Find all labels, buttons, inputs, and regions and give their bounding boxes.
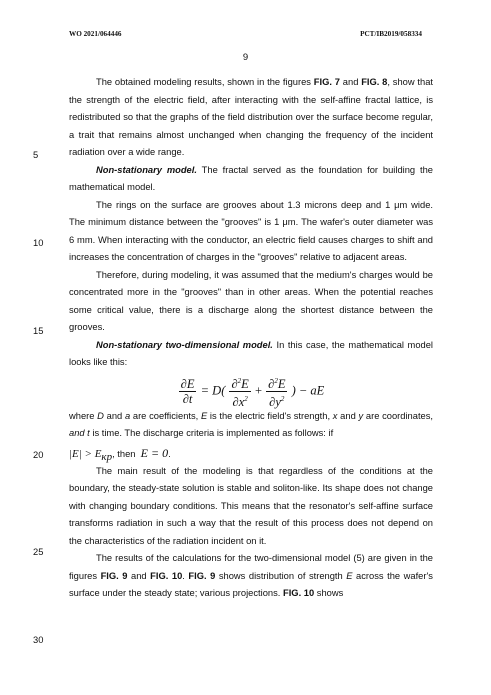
section-heading: Non-stationary two-dimensional model.	[96, 339, 273, 350]
paragraph: Therefore, during modeling, it was assumed that the medium's charges would be concentrated more in the "grooves" than in other areas. When the potential reaches some critical value, there is a discharge along the shortest distance between the grooves.	[69, 269, 433, 332]
discharge-condition: $|E| > E_{кр}$, then E = 0.	[69, 445, 171, 463]
application-number: PCT/IB2019/058334	[360, 30, 422, 38]
section-heading: Non-stationary model.	[96, 164, 197, 175]
paragraph: The results of the calculations for the two-dimensional model (5) are given in the figures FIG. 9 and FIG. 10. FIG. 9 shows distribution of strength E across the wafer's surface under the steady state; various projections. FIG. 10 shows	[69, 553, 433, 598]
figure-ref: FIG. 8	[361, 77, 388, 87]
paragraph: Non-stationary model. The fractal served as the foundation for building the mathematical model.	[69, 164, 433, 192]
publication-number: WO 2021/064446	[69, 30, 122, 38]
line-number: 10	[33, 238, 44, 248]
figure-ref: FIG. 7	[313, 77, 340, 87]
figure-ref: FIG. 9	[188, 570, 216, 581]
paragraph: The obtained modeling results, shown in the figures FIG. 7 and FIG. 8, show that the strength of the electric field, after interacting with the self-affine fractal lattice, is redistributed so that the graphs of the field distribution over the surface become regular, a trait that remains almost unchanged when changing the frequency of the incident radiation over a wide range.	[69, 77, 434, 157]
document-body	[69, 74, 433, 603]
line-number: 15	[33, 326, 44, 336]
paragraph: where D and a are coefficients, E is the electric field's strength, x and y are coordinates, and t is time. The discharge criteria is implemented as follows: if	[69, 410, 434, 438]
paragraph: The main result of the modeling is that regardless of the conditions at the boundary, the steady-state solution is stable and soliton-like. Its shape does not change with changing boundary conditions. This means that the resonator's self-affine surface transforms radiation in such a way that the result of this process does not depend on the characteristics of the radiation incident on it.	[69, 465, 433, 546]
figure-ref: FIG. 9	[100, 570, 128, 581]
line-number: 20	[33, 450, 44, 460]
line-number: 5	[33, 150, 39, 160]
line-number: 25	[33, 547, 44, 557]
figure-ref: FIG. 10	[150, 570, 183, 581]
page-number: 9	[242, 52, 249, 63]
paragraph: The rings on the surface are grooves about 1.3 microns deep and 1 μm wide. The minimum distance between the "grooves" is 1 μm. The wafer's outer diameter was 6 mm. When interacting with the conductor, an electric field causes charges to shift and increases the concentration of charges in the "grooves" relative to adjacent areas.	[69, 199, 433, 262]
figure-ref: FIG. 10	[283, 588, 315, 598]
equation: $\frac{\partial E}{\partial t}$ = D( $\frac{\partial^2E}{\partial x^2}$ + $\frac{\partial^2E}{\partial y^2}$ ) − aE	[69, 372, 433, 408]
paragraph: Non-stationary two-dimensional model. In this case, the mathematical model looks like this:	[69, 339, 433, 367]
line-number: 30	[33, 635, 44, 645]
